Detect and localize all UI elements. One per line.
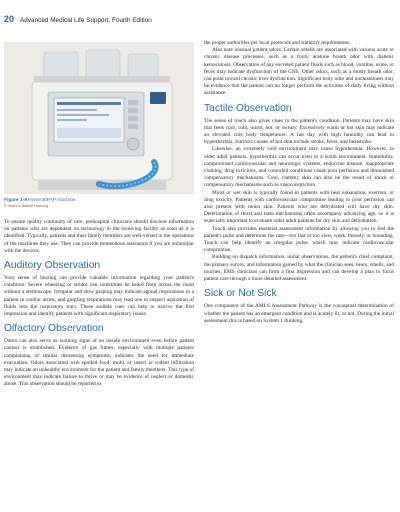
tactile-paragraph-2: Likewise, an extremely cold environment may cause hypothermia. However, in older adult patients, hypothermia can occur even in a warm environment. Immobility, compromised cardiovascular and neurologic systems, endocrine disease, inappropriate clothing, drug toxicities, and comorbid conditions cause poor perfusion and diminished compensatory mechanisms. Cool, clammy skin can also be the result of shock or compensatory mechanisms such as vasoconstriction. [204,146,394,189]
sick-or-not-sick-heading: Sick or Not Sick [204,288,277,300]
figure-credit: © Jones & Bartlett Learning [4,204,49,208]
olfactory-paragraph-2: Also note unusual patient odors. Certain smells are associated with various acute or chronic disease processes, such as a fruity acetone breath odor with diabetic ketoacidosis. Observation of any excreted patient fluids such as blood, vomitus, urine, or feces may indicate dysfunction of the CNS. Other odors, such as a musty breath odor, can point toward chronic liver dysfunction. Significant body odor and uncleanliness may be evidence that the patient can no longer perform the activities of daily living without assistance. [204,47,394,97]
bipap-machine-illustration [4,42,194,194]
figure-caption-text: Home BiPAP machine. [28,198,77,203]
page-number: 20 [4,14,15,24]
sick-or-not-sick-paragraph: One component of the AMLS Assessment Pathway is the conceptual determination of whether the patient has an emergent condition and is acutely ill, or not. During the initial assessment this is based on System 1 thinking, [204,303,394,324]
tactile-paragraph-1: The sense of touch also gives clues to the patient's condition. Patients may have skin that feels cool, cold, warm, hot, or sweaty. Excessively warm or hot skin may indicate an elevated core body temperature. A hot day with high humidity can lead to hyperthermia. Intrinsic causes of hot skin include stroke, fever, and heatstroke. [204,117,394,146]
running-title: Advanced Medical Life Support, Fourth Edition [20,17,152,24]
olfactory-paragraph: Odors can also serve as warning signs of an unsafe environment even before patient contact is established. Evidence of gas fumes, especially with multiple patients complaining of similar distressing symptoms, indicates the need for immediate evacuation. Odors associated with spoiled food, mold, or insect or rodent infiltration may indicate an unhealthy environment for the patient and family members. This type of environment may indicate failure to thrive or may be evidence of neglect or domestic abuse. This observation should be reported to [4,338,194,388]
intro-paragraph: To ensure quality continuity of care, prehospital clinicians should disclose information on patients who are dependent on technology to the receiving facility as soon as it is identified. Typically, patients and their family members are well-versed in the operations of the machines they use. They can provide tremendous assistance if you are unfamiliar with the devices. [4,219,194,254]
left-column [4,42,194,389]
auditory-paragraph: Your sense of hearing can provide valuable information regarding your patient's condition. Severe wheezing or stridor can sometimes be heard from across the room without a stethoscope. Irregular and slow gasping may indicate agonal respirations in a patient in cardiac arrest, and gurgling respirations may lead one to suspect aspiration of fluids into the respiratory tract. These audible cues can help to narrow the first impression and identify patients with significant respiratory issues. [4,275,194,318]
auditory-heading: Auditory Observation [4,260,101,272]
olfactory-continuation: the proper authorities per local protocols and statutory requirements. [204,40,351,46]
right-column [204,40,394,325]
tactile-paragraph-4: Touch also provides essential assessment information by allowing you to feel the patient's pulse and determine the rate—too fast or too slow, weak, thready, or bounding. Touch can help identify an irregular pulse, which may indicate cardiovascular compromise. [204,225,394,254]
tactile-paragraph-3: Moist or wet skin is typically found in patients with heat exhaustion, exertion, or drug toxicity. Patients with cardiovascular compromise leading to poor perfusion can also present with moist skin. Patients who are dehydrated will have dry skin. Deterioration of thirst and taste mechanisms often accompany advancing age, so it is especially important to evaluate older adult patients for dry skin and dehydration. [204,189,394,225]
tactile-heading: Tactile Observation [204,102,292,114]
figure-photo [4,42,194,194]
olfactory-heading: Olfactory Observation [4,323,104,335]
tactile-paragraph-5: Building on dispatch information, initial observations, the patient's chief complaint, the primary survey, and information gained by what the clinician sees, hears, smells, and touches, EMS clinicians can form a first impression and can develop a plan to focus patient care through a more detailed assessment. [204,254,394,283]
running-header [4,14,152,28]
figure-caption-label: Figure 1-9 [4,198,27,203]
